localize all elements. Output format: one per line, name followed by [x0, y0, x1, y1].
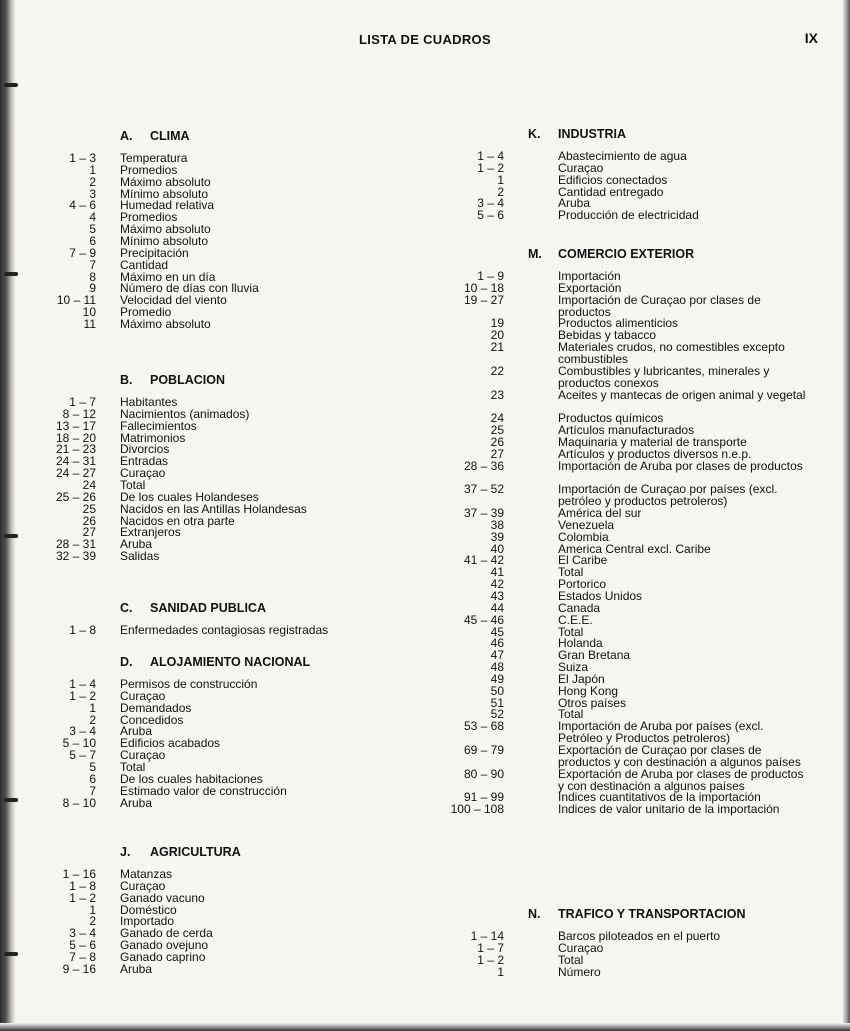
table-title: Promedios [120, 210, 178, 225]
table-title: Máximo absoluto [120, 174, 211, 189]
table-range: 9 [89, 281, 96, 296]
table-range: 11 [83, 316, 96, 331]
table-range: 80 – 90 [463, 766, 504, 781]
section-title [120, 373, 225, 387]
table-title: El Japón [558, 671, 605, 686]
table-range: 19 [490, 316, 504, 331]
table-title: Combustibles y lubricantes, minerales y productos conexos [558, 363, 770, 390]
table-range: 2 [89, 914, 96, 929]
table-title: Entradas [120, 454, 169, 469]
table-title: Habitantes [120, 395, 178, 409]
section-title [528, 907, 746, 921]
table-range: 2 [497, 184, 504, 199]
table-title: Importación de Aruba por países (excl. Petróleo y Productos petroleros) [558, 719, 764, 746]
table-range: 69 – 79 [463, 743, 504, 757]
table-range: 39 [490, 529, 504, 544]
table-title: Importado [120, 914, 175, 929]
table-range: 5 – 6 [69, 938, 96, 953]
table-range: 91 – 99 [463, 790, 504, 805]
table-title: Aruba [120, 795, 153, 810]
table-range: 100 – 108 [450, 802, 504, 817]
table-range: 37 – 52 [463, 482, 504, 497]
table-title: Importación de Curaçao por países (excl. petróleo y productos petroleros) [558, 482, 778, 509]
table-title: Número de días con lluvia [120, 281, 259, 296]
table-range: 44 [490, 600, 504, 615]
table-range: 9 – 16 [62, 961, 96, 976]
table-range: 5 – 10 [62, 736, 96, 751]
table-title: Suiza [558, 660, 589, 675]
table-title: El Caribe [558, 553, 608, 568]
table-range: 24 [490, 411, 504, 426]
table-title: Estimado valor de construcción [120, 783, 287, 798]
page-edge-bottom [0, 1023, 850, 1031]
table-title: Curaçao [120, 878, 166, 893]
table-range: 2 [89, 712, 96, 727]
section-letter: M. [528, 247, 542, 261]
table-range: 26 [82, 513, 96, 528]
section-name: AGRICULTURA [150, 845, 241, 859]
binding-hole [4, 534, 18, 538]
table-title: Ganado de cerda [120, 926, 213, 941]
table-title: Número [558, 964, 601, 979]
table-range: 46 [490, 636, 504, 651]
table-title: C.E.E. [558, 612, 593, 627]
table-range: 43 [490, 588, 504, 603]
table-title: Promedios [120, 162, 178, 177]
table-range: 3 – 4 [477, 196, 504, 211]
table-range: 5 – 7 [69, 748, 96, 763]
section-name: SANIDAD PUBLICA [150, 601, 266, 615]
table-title: Mínimo absoluto [120, 233, 209, 248]
page-edge-right [842, 0, 850, 1031]
table-title: Canada [558, 600, 601, 615]
table-range: 21 – 23 [55, 442, 96, 457]
table-range: 1 – 8 [69, 878, 96, 893]
section-title [120, 845, 241, 859]
table-title: America Central excl. Caribe [558, 541, 711, 556]
table-title: Indices cuantitativos de la importación [558, 790, 761, 805]
table-range: 1 – 14 [470, 929, 504, 943]
table-range: 22 [490, 363, 504, 378]
table-range: 1 – 2 [69, 890, 96, 905]
table-title: Total [558, 624, 584, 639]
table-range: 47 [490, 648, 504, 663]
section-name: ALOJAMIENTO NACIONAL [150, 655, 311, 669]
table-title: Hong Kong [558, 683, 619, 698]
table-title: Exportación de Curaçao por clases de productos y con destinación a algunos países [558, 743, 801, 769]
table-range: 25 [490, 423, 504, 438]
table-range: 37 – 39 [463, 506, 504, 520]
table-title: Total [558, 952, 584, 967]
binding-hole [4, 798, 18, 802]
table-title: Aruba [558, 196, 591, 211]
table-range: 6 [89, 771, 96, 786]
section-letter: J. [120, 845, 131, 859]
table-range: 5 [89, 222, 96, 237]
table-range: 8 [89, 269, 96, 284]
table-range: 24 – 31 [55, 454, 96, 469]
table-title: Fallecimientos [120, 418, 197, 433]
section-title [528, 127, 626, 141]
table-range: 3 – 4 [69, 926, 96, 941]
table-range: 32 – 39 [55, 549, 96, 564]
table-range: 1 – 4 [477, 149, 504, 163]
table-range: 1 – 2 [477, 952, 504, 967]
table-title: Abastecimiento de agua [558, 149, 687, 163]
section-title [120, 655, 310, 669]
table-range: 1 [497, 172, 504, 187]
table-title: Cantidad entregado [558, 184, 664, 199]
table-range: 3 [89, 186, 96, 201]
table-title: Aruba [120, 724, 153, 739]
page-number: IX [804, 30, 818, 46]
section-letter: B. [120, 373, 133, 387]
table-title: Exportación [558, 280, 622, 295]
table-title: Otros países [558, 695, 627, 710]
table-title: Aruba [120, 961, 153, 976]
table-range: 51 [490, 695, 504, 710]
section-letter: C. [120, 601, 133, 615]
table-range: 5 [89, 759, 96, 774]
table-range: 1 – 16 [62, 867, 96, 881]
table-title: Ganado vacuno [120, 890, 205, 905]
table-title: Máximo absoluto [120, 316, 211, 331]
table-title: Productos alimenticios [558, 316, 679, 331]
table-title: Total [120, 477, 146, 492]
table-range: 4 – 6 [69, 198, 96, 213]
table-title: Matanzas [120, 867, 173, 881]
table-range: 8 – 12 [62, 406, 96, 421]
table-range: 27 [490, 446, 504, 461]
table-title: Edificios acabados [120, 736, 221, 751]
table-title: Gran Bretana [558, 648, 631, 663]
table-title: Barcos piloteados en el puerto [558, 929, 721, 943]
table-range: 18 – 20 [55, 430, 96, 445]
section-name: POBLACION [150, 373, 225, 387]
section-letter: D. [120, 655, 133, 669]
table-range: 1 [89, 162, 96, 177]
section-title [120, 129, 190, 143]
table-title: Artículos manufacturados [558, 423, 695, 438]
table-title: Curaçao [558, 940, 604, 955]
table-range: 28 – 31 [55, 537, 96, 552]
table-range: 7 [89, 783, 96, 798]
table-range: 20 [490, 328, 504, 343]
binding-hole [4, 83, 18, 87]
table-title: Enfermedades contagiosas registradas [120, 623, 329, 637]
table-title: Divorcios [120, 442, 170, 457]
table-title: Humedad relativa [120, 198, 215, 213]
table-range: 48 [490, 660, 504, 675]
table-title: Cantidad [120, 257, 169, 272]
table-range: 52 [490, 707, 504, 722]
table-range: 1 [497, 964, 504, 979]
section-name: COMERCIO EXTERIOR [558, 247, 695, 261]
table-range: 1 – 3 [69, 151, 96, 165]
table-title: Total [558, 707, 584, 722]
table-title: Curaçao [558, 160, 604, 175]
table-range: 28 – 36 [463, 458, 504, 473]
table-range: 45 [490, 624, 504, 639]
table-title: Mínimo absoluto [120, 186, 209, 201]
table-range: 7 [89, 257, 96, 272]
section-title [528, 247, 694, 261]
table-range: 41 [490, 565, 504, 580]
table-range: 10 – 18 [463, 280, 504, 295]
binding-edge [0, 0, 16, 1031]
table-title: Bebidas y tabacco [558, 328, 657, 343]
table-title: Permisos de construcción [120, 677, 258, 691]
table-range: 1 – 9 [477, 269, 504, 283]
table-range: 1 – 7 [69, 395, 96, 409]
table-range: 26 [490, 434, 504, 449]
table-title: Maquinaria y material de transporte [558, 434, 747, 449]
table-title: Importación [558, 269, 621, 283]
table-title: Total [558, 565, 584, 580]
table-title: Precipitación [120, 245, 189, 260]
table-range: 10 [82, 305, 96, 320]
table-range: 24 [82, 477, 96, 492]
table-title: Total [120, 759, 146, 774]
section-name: TRAFICO Y TRANSPORTACION [558, 907, 746, 921]
table-range: 50 [490, 683, 504, 698]
table-title: Ganado ovejuno [120, 938, 209, 953]
table-range: 24 – 27 [55, 466, 96, 481]
table-range: 10 – 11 [56, 293, 96, 308]
table-title: De los cuales habitaciones [120, 771, 263, 786]
table-title: Extranjeros [120, 525, 181, 540]
section-letter: A. [120, 129, 133, 143]
table-range: 2 [89, 174, 96, 189]
table-title: Importación de Curaçao por clases de productos [558, 292, 761, 319]
table-title: Indices de valor unitario de la importación [558, 802, 780, 817]
table-title: Venezuela [558, 517, 615, 532]
table-range: 6 [89, 233, 96, 248]
table-title: Artículos y productos diversos n.e.p. [558, 446, 752, 461]
table-title: Estados Unidos [558, 588, 643, 603]
binding-hole [4, 952, 18, 956]
table-title: Máximo absoluto [120, 222, 211, 237]
table-title: Demandados [120, 700, 192, 715]
table-title: De los cuales Holandeses [120, 489, 259, 504]
table-title: Exportación de Aruba por clases de productos y con destinación a algunos países [558, 766, 804, 793]
table-title: Promedio [120, 305, 172, 320]
table-range: 1 – 2 [477, 160, 504, 175]
section-title [120, 601, 266, 615]
table-range: 1 [89, 902, 96, 917]
table-range: 27 [82, 525, 96, 540]
table-range: 13 – 17 [55, 418, 96, 433]
section-name: INDUSTRIA [558, 127, 627, 141]
section-name: CLIMA [150, 129, 190, 143]
table-title: América del sur [558, 506, 642, 520]
table-title: Holanda [558, 636, 603, 651]
table-title: Máximo en un día [120, 269, 216, 284]
table-range: 1 – 4 [69, 677, 96, 691]
table-title: Concedidos [120, 712, 184, 727]
table-range: 23 [490, 387, 504, 402]
table-title: Matrimonios [120, 430, 186, 445]
binding-hole [4, 272, 18, 276]
table-range: 42 [490, 577, 504, 592]
table-range: 41 – 42 [463, 553, 504, 568]
table-title: Aceites y mantecas de origen animal y vegetal [558, 387, 806, 402]
table-title: Velocidad del viento [120, 293, 227, 308]
section-letter: N. [528, 907, 541, 921]
table-title: Importación de Aruba por clases de productos [558, 458, 803, 473]
table-title: Portorico [558, 577, 607, 592]
table-range: 7 – 8 [69, 949, 96, 964]
table-range: 38 [490, 517, 504, 532]
table-range: 45 – 46 [463, 612, 504, 627]
page-title: LISTA DE CUADROS [359, 32, 491, 47]
table-title: Aruba [120, 537, 153, 552]
table-range: 5 – 6 [477, 208, 504, 223]
table-title: Producción de electricidad [558, 208, 699, 223]
table-title: Nacimientos (animados) [120, 406, 250, 421]
table-range: 3 – 4 [69, 724, 96, 739]
table-title: Colombia [558, 529, 609, 544]
table-range: 1 – 7 [477, 940, 504, 955]
table-title: Curaçao [120, 748, 166, 763]
table-title: Productos químicos [558, 411, 664, 426]
table-title: Curaçao [120, 466, 166, 481]
table-range: 7 – 9 [69, 245, 96, 260]
table-range: 53 – 68 [463, 719, 504, 734]
table-range: 25 – 26 [55, 489, 96, 504]
table-range: 1 – 2 [69, 688, 96, 703]
table-range: 1 – 8 [69, 623, 96, 637]
table-range: 40 [490, 541, 504, 556]
table-title: Nacidos en las Antillas Holandesas [120, 501, 307, 516]
table-range: 21 [490, 340, 504, 355]
table-title: Temperatura [120, 151, 188, 165]
table-range: 4 [89, 210, 96, 225]
section-letter: K. [528, 127, 541, 141]
table-title: Doméstico [120, 902, 177, 917]
table-title: Edificios conectados [558, 172, 668, 187]
table-range: 1 [89, 700, 96, 715]
table-range: 8 – 10 [62, 795, 96, 810]
table-range: 49 [490, 671, 504, 686]
table-title: Salidas [120, 549, 160, 564]
table-title: Ganado caprino [120, 949, 206, 964]
table-range: 25 [82, 501, 96, 516]
table-title: Materiales crudos, no comestibles excepto combustibles [558, 340, 785, 367]
table-title: Nacidos en otra parte [120, 513, 235, 528]
table-range: 19 – 27 [463, 292, 504, 307]
table-title: Curaçao [120, 688, 166, 703]
